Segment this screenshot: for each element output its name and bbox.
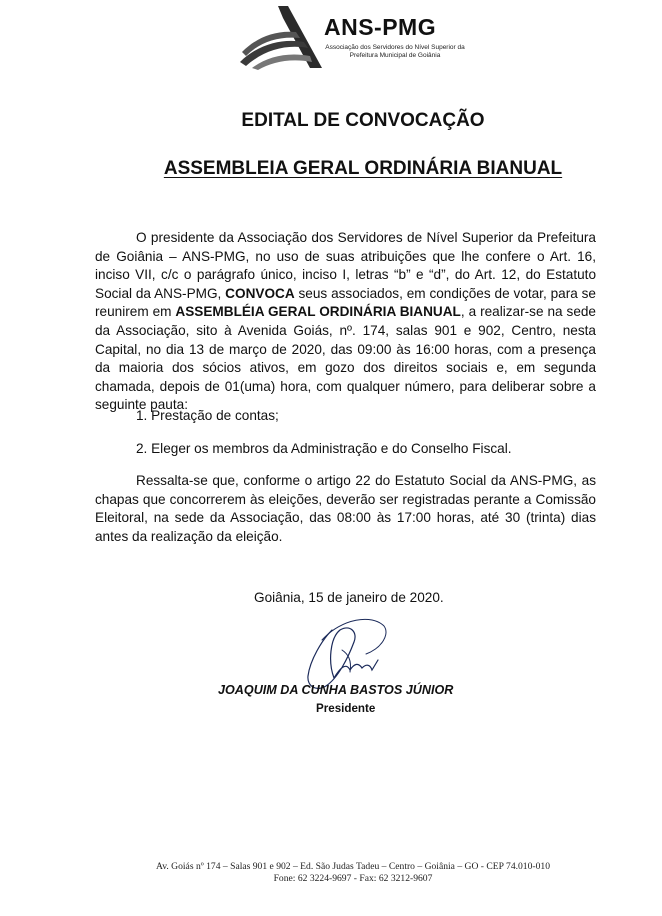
footer-phone: Fone: 62 3224-9697 - Fax: 62 3212-9607 bbox=[273, 873, 433, 884]
note-paragraph bbox=[95, 472, 596, 546]
paragraph-text: Ressalta-se que, conforme o artigo 22 do Estatuto Social da ANS-PMG, as chapas que concorrerem às eleições, deverão ser registradas perante a Comissão Eleitoral, na sede da Associação, das 08:00 às 17:00 horas, até 30 (trinta) dias antes da realização da eleição. bbox=[95, 473, 596, 544]
logo-subtitle: Associação dos Servidores do Nível Superior da Prefeitura Municipal de Goiânia bbox=[325, 44, 465, 59]
paragraph-bold-assembly: ASSEMBLÉIA GERAL ORDINÁRIA BIANUAL bbox=[175, 304, 461, 320]
organization-logo bbox=[238, 4, 468, 70]
convocation-paragraph bbox=[95, 229, 596, 415]
agenda-item: 2. Eleger os membros da Administração e do Conselho Fiscal. bbox=[136, 441, 512, 456]
document-date: Goiânia, 15 de janeiro de 2020. bbox=[254, 590, 444, 605]
document-title: EDITAL DE CONVOCAÇÃO bbox=[241, 110, 485, 131]
footer-address: Av. Goiás nº 174 – Salas 901 e 902 – Ed. São Judas Tadeu – Centro – Goiânia – GO - CEP 74.010-010 bbox=[155, 861, 550, 872]
paragraph-bold-convoca: CONVOCA bbox=[225, 285, 295, 301]
agenda-item: 1. Prestação de contas; bbox=[136, 408, 279, 423]
paragraph-text: O presidente da Associação dos Servidores de Nível Superior da Prefeitura de Goiânia – ANS-PMG, no uso de suas atribuições que lhe confere o Art. 16, inciso VII, c/c o parágrafo único, inciso I, letras “b” e “d”, do Art. 12, do Estatuto Social da ANS-PMG, bbox=[95, 230, 596, 301]
document-subtitle: ASSEMBLEIA GERAL ORDINÁRIA BIANUAL bbox=[163, 158, 563, 179]
signer-role: Presidente bbox=[316, 702, 376, 715]
paragraph-text: seus associados, em condições de votar, para se reunirem em bbox=[95, 285, 596, 320]
logo-name: ANS-PMG bbox=[324, 14, 437, 40]
logo-emblem-icon bbox=[238, 4, 324, 70]
paragraph-text: , a realizar-se na sede da Associação, sito à Avenida Goiás, nº. 174, salas 901 e 902, Centro, nesta Capital, no dia 13 de março de 2020, das 09:00 às 16:00 horas, com a presença da maioria dos sócios ativos, em gozo dos direitos sociais e, em segunda chamada, depois de 01(uma) hora, com qualquer número, para deliberar sobre a seguinte pauta: bbox=[95, 304, 596, 413]
signer-name: JOAQUIM DA CUNHA BASTOS JÚNIOR bbox=[218, 683, 454, 697]
